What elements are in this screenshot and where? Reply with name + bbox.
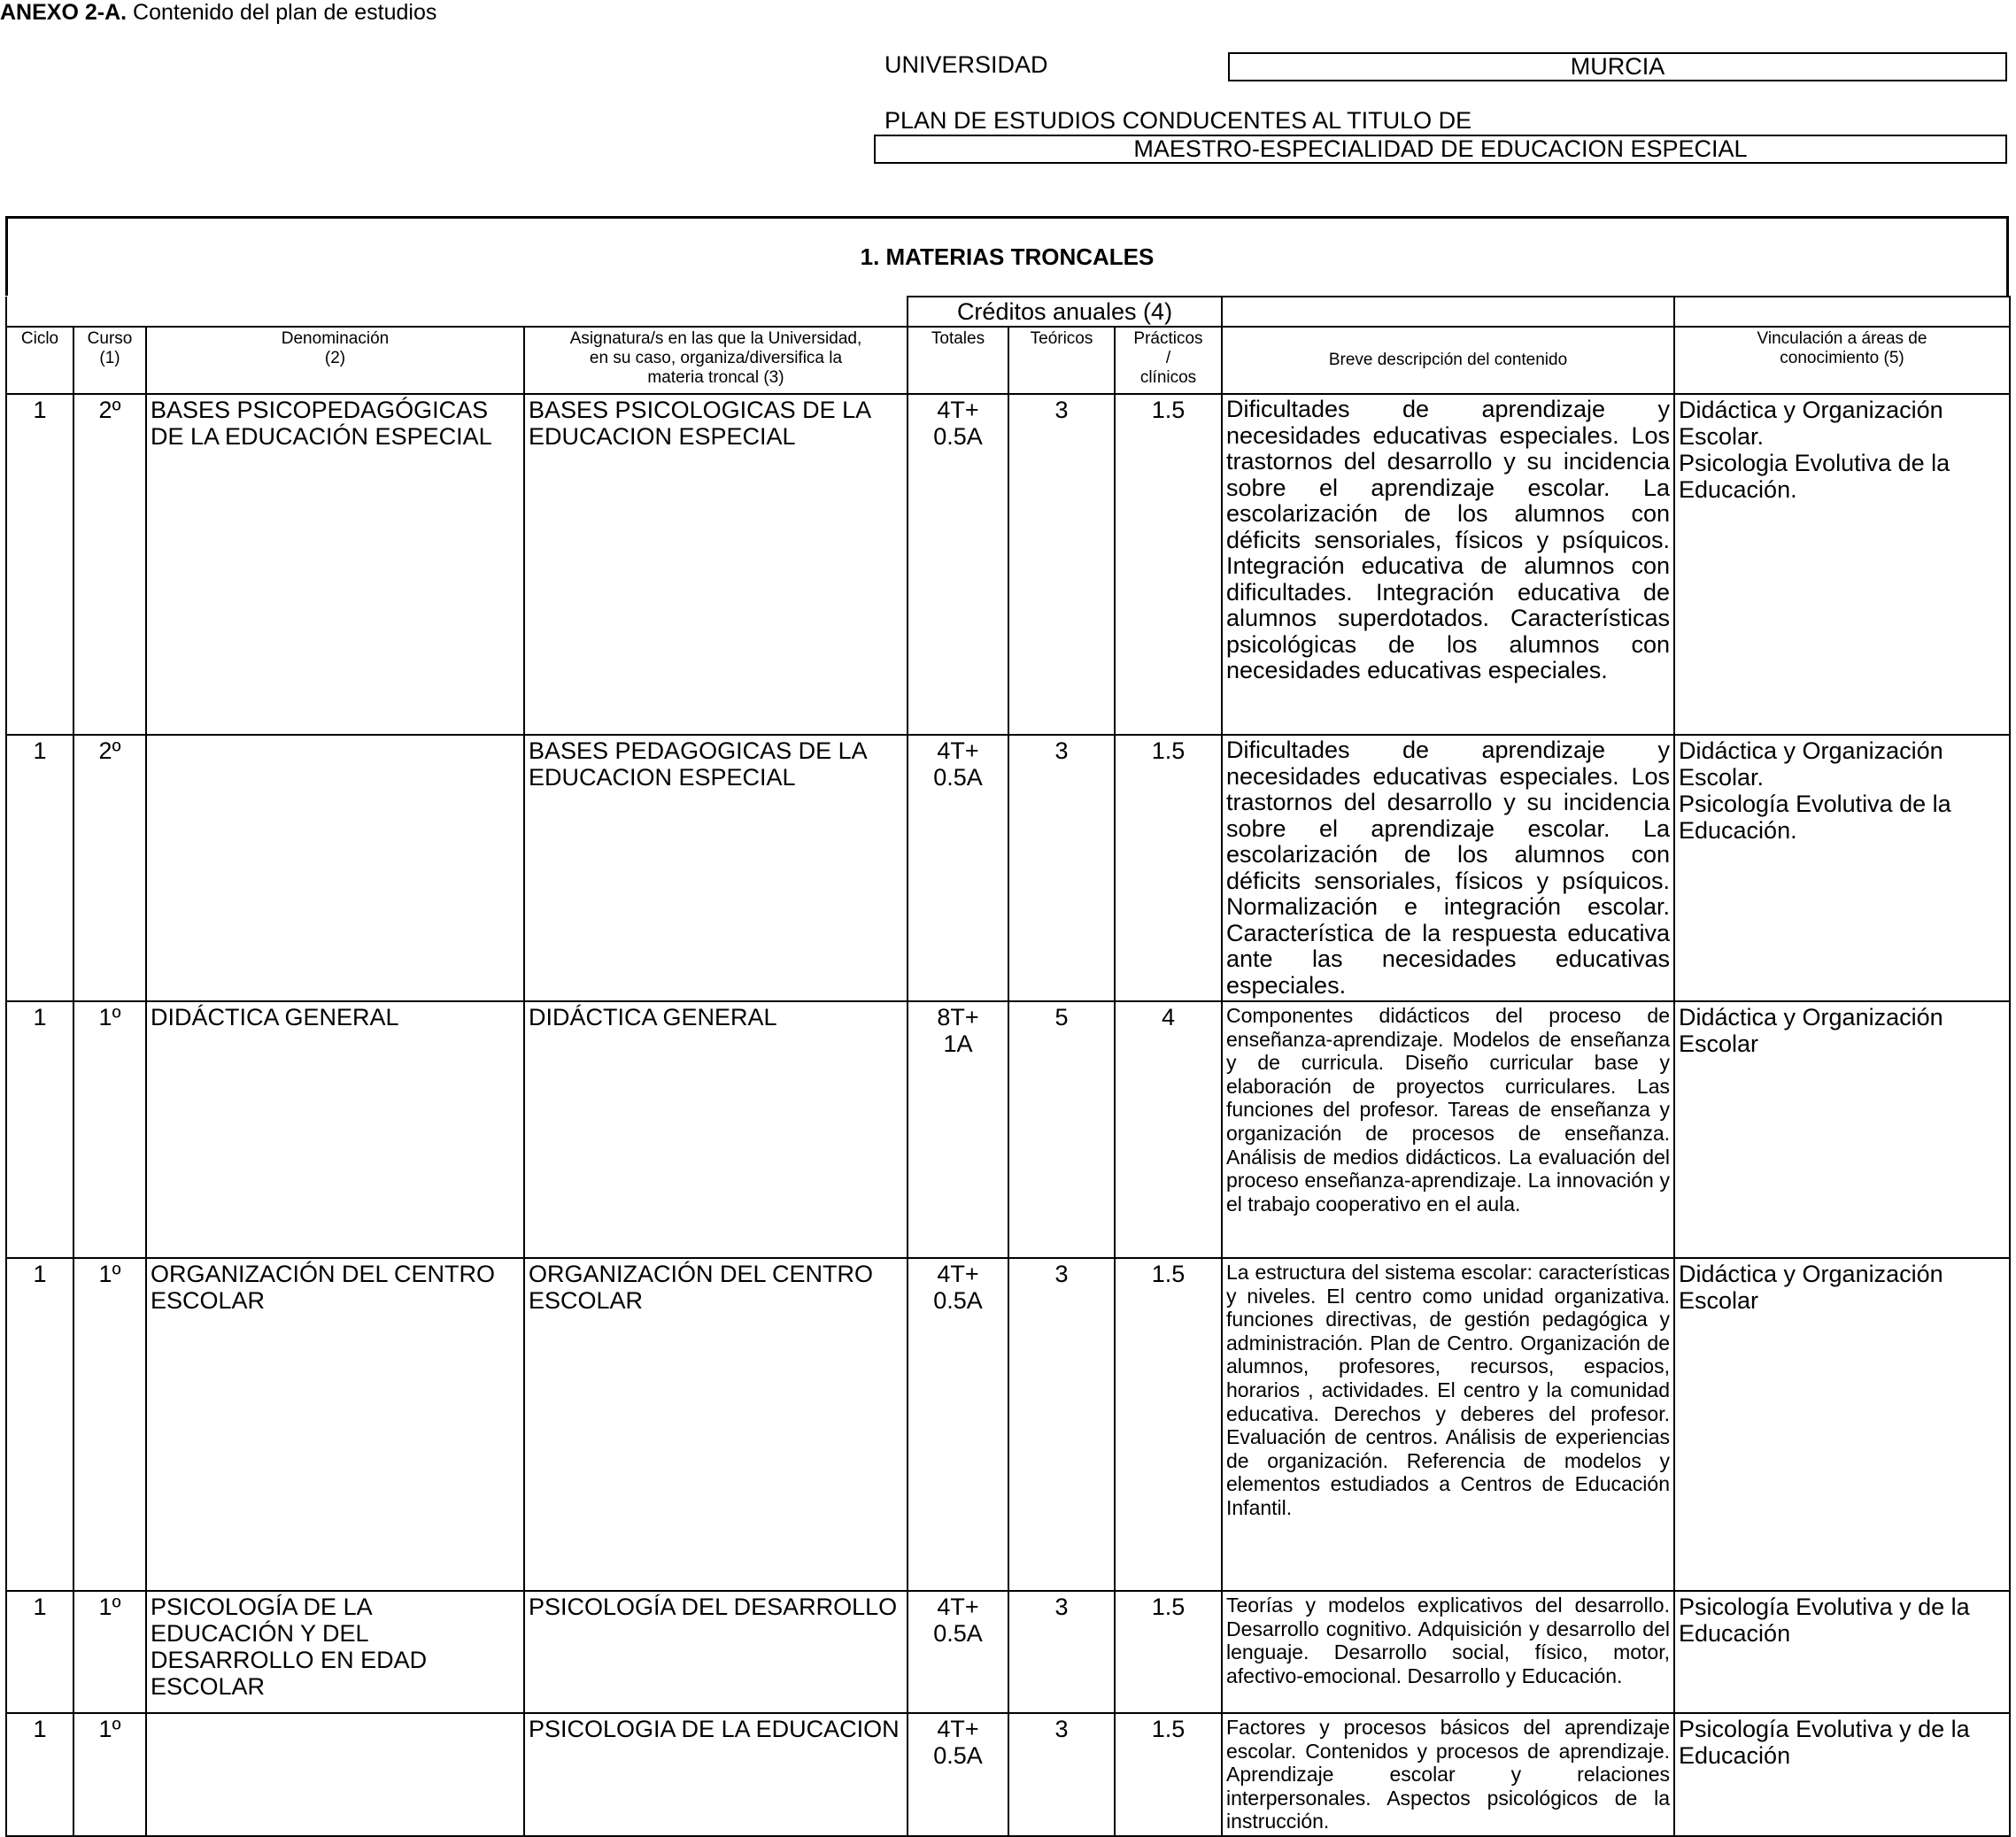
cell-practicos: 1.5: [1115, 735, 1222, 1001]
cell-descripcion: Componentes didácticos del proceso de enseñanza-aprendizaje. Modelos de enseñanza y de curricula. Diseño curricular base y elaboración de proyectos curriculares. Las funciones del profesor. Tareas de enseñanza y organización de procesos de enseñanza. Análisis de medios didácticos. La evaluación del proceso enseñanza-aprendizaje. La innovación y el trabajo cooperativo en el aula.: [1222, 1001, 1674, 1258]
col-asignatura-line-2: en su caso, organiza/diversifica la: [589, 349, 843, 367]
col-practicos-line-1: Prácticos: [1133, 329, 1203, 348]
cell-ciclo: 1: [6, 1713, 73, 1836]
cell-curso: 2º: [73, 394, 146, 735]
col-curso: [73, 327, 146, 394]
col-denominacion-label: Denominación: [281, 329, 390, 348]
cell-teoricos: 5: [1008, 1001, 1115, 1258]
cell-totales-a: 0.5A: [933, 1620, 983, 1647]
table-row: [6, 1258, 2010, 1591]
cell-totales: [908, 1591, 1008, 1713]
cell-totales: [908, 394, 1008, 735]
area-1: Didáctica y Organización Escolar.: [1679, 397, 1943, 450]
cell-descripcion: La estructura del sistema escolar: características y niveles. El centro como unidad organizativa. funciones directivas, de gestión pedagógica y administración. Plan de Centro. Organización de alumnos, profesores, recursos, espacios, horarios , actividades. El centro y la comunidad educativa. Derechos y deberes del profesor. Evaluación de centros. Análisis de experiencias de organización. Referencia de modelos y elementos estudiados a Centros de Educación Infantil.: [1222, 1258, 1674, 1591]
column-header-row: [6, 327, 2010, 394]
cell-teoricos: 3: [1008, 735, 1115, 1001]
area-1: Psicología Evolutiva y de la Educación: [1679, 1594, 1970, 1647]
cell-totales-a: 0.5A: [933, 423, 983, 450]
cell-totales-a: 0.5A: [933, 764, 983, 791]
col-totales: [908, 327, 1008, 394]
col-totales-label: Totales: [931, 329, 985, 348]
table-row: [6, 1591, 2010, 1713]
cell-asignatura: PSICOLOGÍA DEL DESARROLLO: [524, 1591, 908, 1713]
cell-vinculacion: [1674, 735, 2010, 1001]
cell-teoricos: 3: [1008, 394, 1115, 735]
col-vinculacion-line-1: Vinculación a áreas de: [1757, 329, 1927, 348]
plan-label: PLAN DE ESTUDIOS CONDUCENTES AL TITULO DE: [884, 107, 1472, 134]
cell-totales-t: 4T+: [937, 1594, 979, 1620]
cell-practicos: 1.5: [1115, 1713, 1222, 1836]
cell-vinculacion: [1674, 1001, 2010, 1258]
col-practicos-line-3: clínicos: [1139, 368, 1197, 387]
cell-curso: 1º: [73, 1258, 146, 1591]
cell-vinculacion: [1674, 1258, 2010, 1591]
col-asignatura: [524, 327, 908, 394]
cell-vinculacion: [1674, 1713, 2010, 1836]
cell-totales-a: 0.5A: [933, 1742, 983, 1769]
cell-vinculacion: [1674, 1591, 2010, 1713]
cell-totales: [908, 1713, 1008, 1836]
cell-totales: [908, 1258, 1008, 1591]
annex-label: ANEXO 2-A.: [0, 0, 127, 25]
cell-asignatura: BASES PEDAGOGICAS DE LA EDUCACION ESPECIAL: [524, 735, 908, 1001]
table-row: [6, 1001, 2010, 1258]
cell-totales-a: 1A: [943, 1030, 973, 1057]
cell-totales-t: 8T+: [937, 1004, 979, 1030]
cell-teoricos: 3: [1008, 1258, 1115, 1591]
annex-title: [0, 0, 436, 26]
cell-practicos: 1.5: [1115, 394, 1222, 735]
area-1: Didáctica y Organización Escolar: [1679, 1004, 1943, 1057]
cell-descripcion: Dificultades de aprendizaje y necesidades educativas especiales. Los trastornos del desarrollo y su incidencia sobre el aprendizaje escolar. La escolarización de los alumnos con déficits sensoriales, físicos y psíquicos. Normalización e integración escolar. Característica de la respuesta educativa ante las necesidades educativas especiales.: [1222, 735, 1674, 1001]
credits-group-header: Créditos anuales (4): [908, 297, 1222, 327]
cell-ciclo: 1: [6, 1258, 73, 1591]
col-vinculacion-line-2: conocimiento (5): [1780, 349, 1904, 367]
cell-totales: [908, 735, 1008, 1001]
table-row: [6, 735, 2010, 1001]
cell-denominacion: DIDÁCTICA GENERAL: [146, 1001, 524, 1258]
cell-curso: 1º: [73, 1713, 146, 1836]
cell-curso: 2º: [73, 735, 146, 1001]
cell-curso: 1º: [73, 1591, 146, 1713]
plan-value: MAESTRO-ESPECIALIDAD DE EDUCACION ESPECIAL: [1133, 135, 1748, 162]
area-1: Didáctica y Organización Escolar.: [1679, 737, 1943, 791]
cell-totales: [908, 1001, 1008, 1258]
section-title: 1. MATERIAS TRONCALES: [860, 243, 1155, 270]
cell-denominacion: BASES PSICOPEDAGÓGICAS DE LA EDUCACIÓN ESPECIAL: [146, 394, 524, 735]
cell-practicos: 1.5: [1115, 1591, 1222, 1713]
cell-denominacion: ORGANIZACIÓN DEL CENTRO ESCOLAR: [146, 1258, 524, 1591]
cell-ciclo: 1: [6, 735, 73, 1001]
cell-asignatura: DIDÁCTICA GENERAL: [524, 1001, 908, 1258]
cell-asignatura: ORGANIZACIÓN DEL CENTRO ESCOLAR: [524, 1258, 908, 1591]
col-ciclo: [6, 327, 73, 394]
cell-asignatura: PSICOLOGIA DE LA EDUCACION: [524, 1713, 908, 1836]
section-title-box: [5, 216, 2009, 296]
cell-totales-a: 0.5A: [933, 1287, 983, 1314]
cell-descripcion: Teorías y modelos explicativos del desarrollo. Desarrollo cognitivo. Adquisición y desarrollo del lenguaje. Desarrollo social, físico, motor, afectivo-emocional. Desarrollo y Educación.: [1222, 1591, 1674, 1713]
cell-totales-t: 4T+: [937, 1716, 979, 1742]
col-teoricos: [1008, 327, 1115, 394]
cell-denominacion: [146, 1713, 524, 1836]
cell-practicos: 4: [1115, 1001, 1222, 1258]
col-vinculacion: [1674, 327, 2010, 394]
cell-denominacion: [146, 735, 524, 1001]
col-asignatura-line-3: materia troncal (3): [647, 368, 784, 387]
cell-ciclo: 1: [6, 394, 73, 735]
col-ciclo-label: Ciclo: [20, 329, 59, 348]
cell-totales-t: 4T+: [937, 1261, 979, 1287]
cell-descripcion: Dificultades de aprendizaje y necesidades educativas especiales. Los trastornos del desarrollo y su incidencia sobre el aprendizaje escolar. La escolarización de los alumnos con déficits sensoriales, físicos y psíquicos. Integración educativa de alumnos con dificultades. Integración educativa de alumnos superdotados. Características psicológicas de los alumnos con necesidades educativas especiales.: [1222, 394, 1674, 735]
cell-curso: 1º: [73, 1001, 146, 1258]
table-row: [6, 394, 2010, 735]
cell-vinculacion: [1674, 394, 2010, 735]
university-label: UNIVERSIDAD: [884, 51, 1048, 78]
cell-denominacion: PSICOLOGÍA DE LA EDUCACIÓN Y DEL DESARROLLO EN EDAD ESCOLAR: [146, 1591, 524, 1713]
cell-asignatura: BASES PSICOLOGICAS DE LA EDUCACION ESPECIAL: [524, 394, 908, 735]
cell-totales-t: 4T+: [937, 737, 979, 764]
annex-subtitle: Contenido del plan de estudios: [127, 0, 437, 25]
area-1: Psicología Evolutiva y de la Educación: [1679, 1716, 1970, 1769]
cell-descripcion: Factores y procesos básicos del aprendizaje escolar. Contenidos y procesos de aprendizaje. Aprendizaje escolar y relaciones interpersonales. Aspectos psicológicos de la instrucción.: [1222, 1713, 1674, 1836]
col-denominacion-note: (2): [324, 349, 346, 367]
col-descripcion-label: Breve descripción del contenido: [1328, 351, 1568, 369]
col-practicos: [1115, 327, 1222, 394]
cell-ciclo: 1: [6, 1001, 73, 1258]
subjects-table: [5, 296, 2011, 1837]
col-asignatura-line-1: Asignatura/s en las que la Universidad,: [569, 329, 862, 348]
col-denominacion: [146, 327, 524, 394]
table-row: [6, 1713, 2010, 1836]
university-value: MURCIA: [1570, 53, 1665, 80]
cell-teoricos: 3: [1008, 1713, 1115, 1836]
col-curso-label: Curso: [87, 329, 133, 348]
cell-teoricos: 3: [1008, 1591, 1115, 1713]
cell-totales-t: 4T+: [937, 397, 979, 423]
col-descripcion: [1222, 327, 1674, 394]
credits-group-row: [6, 297, 2010, 327]
cell-practicos: 1.5: [1115, 1258, 1222, 1591]
area-2: Psicología Evolutiva de la Educación.: [1679, 791, 1951, 844]
plan-field: [874, 135, 2007, 164]
university-field: [1228, 52, 2007, 81]
col-curso-note: (1): [99, 349, 120, 367]
area-2: Psicologia Evolutiva de la Educación.: [1679, 450, 1950, 503]
col-teoricos-label: Teóricos: [1030, 329, 1093, 348]
cell-ciclo: 1: [6, 1591, 73, 1713]
area-1: Didáctica y Organización Escolar: [1679, 1261, 1943, 1314]
col-practicos-line-2: /: [1165, 349, 1171, 367]
